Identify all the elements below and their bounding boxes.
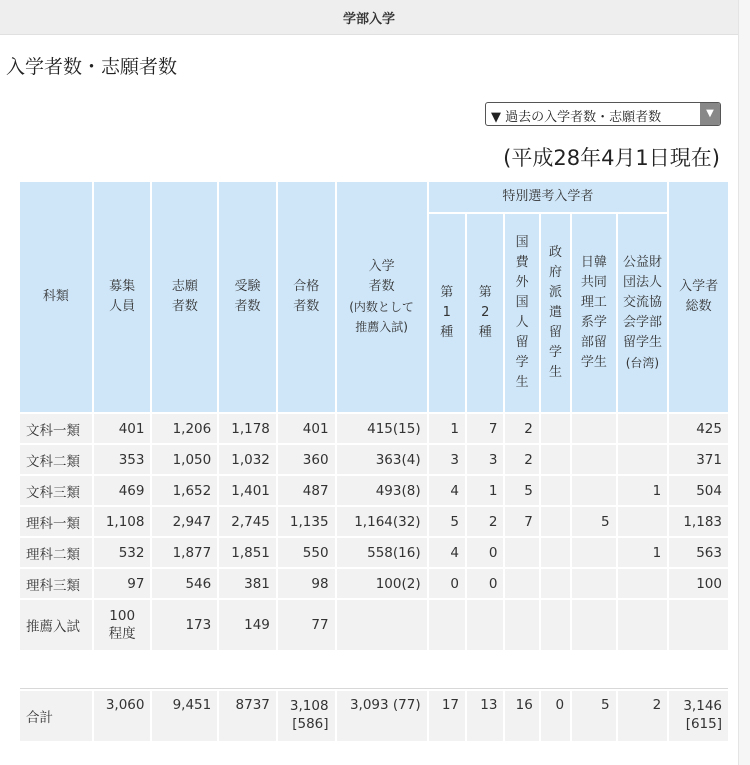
col-foreign-gov: 国費外国人留学生 <box>505 214 538 412</box>
col-enrolled: 入学者数 (内数として推薦入試) <box>337 182 427 412</box>
col-gov-dispatch: 政府派遣留学生 <box>541 214 570 412</box>
table-row: 文科一類 401 1,206 1,178 401 415(15) 1 7 2 425 <box>20 414 728 443</box>
col-applicants: 志願者数 <box>152 182 217 412</box>
col-capacity: 募集人員 <box>94 182 151 412</box>
table-row: 理科三類 97 546 381 98 100(2) 0 0 100 <box>20 569 728 598</box>
scrollbar[interactable] <box>738 0 750 765</box>
header-title: 学部入学 <box>342 12 395 27</box>
col-type2: 第2種 <box>467 214 503 412</box>
table-divider <box>20 652 728 689</box>
table-row: 文科三類 469 1,652 1,401 487 493(8) 4 1 5 1 504 <box>20 476 728 505</box>
col-category: 科類 <box>20 182 92 412</box>
col-jk-engineering: 日韓共同理工系学部留学生 <box>572 214 616 412</box>
page-title: 入学者数・志願者数 <box>6 56 178 78</box>
col-examinees: 受験者数 <box>219 182 276 412</box>
table-row-total: 合計 3,060 9,451 8737 3,108 [586] 3,093 (77) 17 13 16 0 5 2 3,146 [615] <box>20 691 728 741</box>
col-special-group: 特別選考入学者 <box>429 182 668 212</box>
admissions-table <box>18 180 730 743</box>
table-row-suisen: 推薦入試 100 程度 173 149 77 <box>20 600 728 650</box>
col-koryu: 公益財団法人交流協会学部留学生 (台湾) <box>618 214 668 412</box>
dropdown-selected-value: ▼ 過去の入学者数・志願者数 <box>491 110 662 125</box>
table-row: 理科二類 532 1,877 1,851 550 558(16) 4 0 1 563 <box>20 538 728 567</box>
as-of-date: (平成28年4月1日現在) <box>503 146 720 170</box>
col-type1: 第1種 <box>429 214 465 412</box>
past-data-dropdown[interactable] <box>485 102 721 126</box>
col-passed: 合格者数 <box>278 182 335 412</box>
table-row: 文科二類 353 1,050 1,032 360 363(4) 3 3 2 371 <box>20 445 728 474</box>
header-bar <box>0 0 738 35</box>
col-total: 入学者総数 <box>669 182 728 412</box>
table-row: 理科一類 1,108 2,947 2,745 1,135 1,164(32) 5 2 7 5 1,183 <box>20 507 728 536</box>
chevron-down-icon[interactable]: ▼ <box>700 103 720 125</box>
